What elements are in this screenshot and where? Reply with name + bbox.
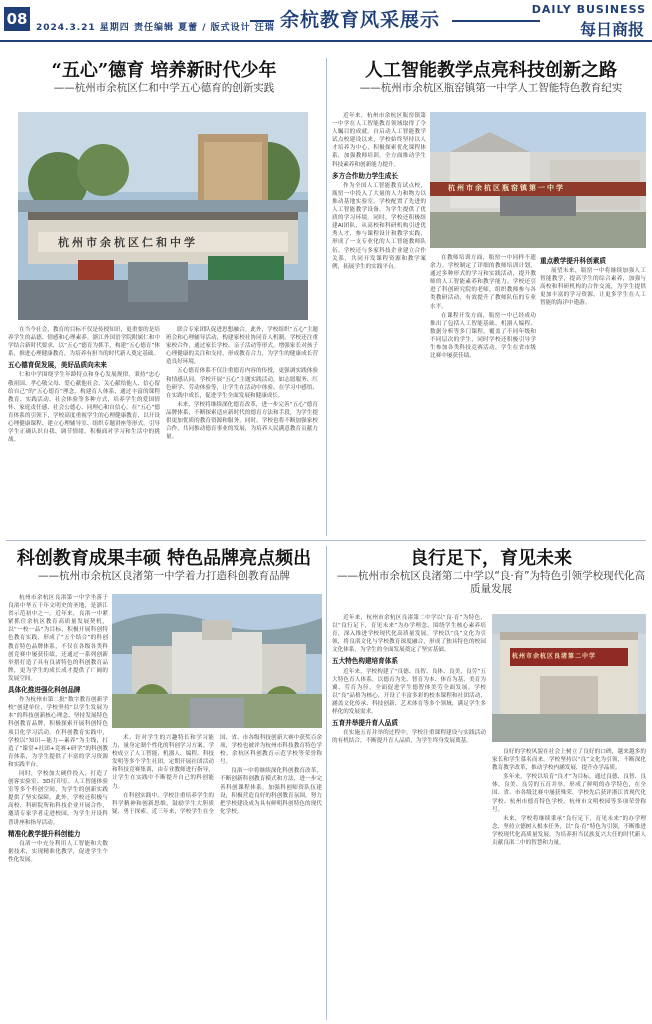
article2-para: 展望未来，瓶窑一中将继续加强人工智能教学，提高学生的综合素养，加强与高校和科研机构的合作交流，为学生提供更加丰富的学习资源，让更多学生在人工智能的海洋中遨游。 bbox=[540, 268, 646, 307]
article1-para: 未来，学校将继续深化德育改革，进一步完善“五心”德育品牌体系，不断探索适应新时代的德育方法和手段，为学生提供更加优质的教育资源和服务，同时，学校也将不断加强家校合作，共同推动德育事业的发展，为培养人民满意教育贡献力量。 bbox=[166, 401, 318, 441]
article3-subheading: 精准化教学提升科创能力 bbox=[8, 829, 81, 838]
article2-headline-block bbox=[332, 60, 650, 95]
article1-col2 bbox=[166, 326, 318, 538]
article4-para: 多年来，学校以培育“良才”为目标，通过良德、良智、良体、良美、良劳的五育并举，形成了鲜明的办学特色，在全国、省、市各级比赛中屡获殊荣。学校先后获评浙江省现代化学校、杭州市德育特色学校、杭州市文明校园等多项荣誉称号。 bbox=[492, 774, 646, 813]
article4-headline-block bbox=[332, 548, 650, 596]
page-header bbox=[0, 0, 652, 42]
date-line: 2024.3.21 星期四 责任编辑 夏蕾 / 版式设计 汪瑞 bbox=[36, 23, 275, 33]
article4-para: 近年来，杭州市余杭区良渚第二中学以“良·育”为特色，以“良行足下，育见未来”为办学理念，围绕学生核心素养培育，深入推进学校现代化高质量发展。学校以“良”文化为引领，将良渚文化与学校教育深度融合，形成了独具特色的校园文化体系，为学生的全面发展奠定了坚实基础。 bbox=[332, 615, 486, 654]
article4-subheading: 五育并举提升育人品质 bbox=[332, 719, 398, 728]
article4-para: 近年来，学校构建了“良德、良智、良体、良美、良劳”五大特色育人体系，以德育为先、智育为本、体育为基、美育为翼、劳育为径，全面促进学生德智体美劳全面发展。学校以“良”品格为核心，开设了丰富多彩的校本课程和社团活动，涵盖文化传承、科技创新、艺术体育等多个领域，满足学生多样化的发展需求。 bbox=[332, 668, 486, 716]
article4-subheading: 五大特色构建培育体系 bbox=[332, 657, 398, 666]
article1-photo bbox=[18, 112, 308, 320]
article3-headline: 科创教育成果丰硕 特色品牌亮点频出 bbox=[16, 548, 312, 569]
article2-para: 作为全国人工智能教育试点校，瓶窑一中投入了大量的人力和物力以推动基地实验室。学校配置了先进的人工智能教学设备，为学生提供了优质的学习环境。同时，学校还积极组建AI团队，从高校和科研机构引进优秀人才，参与课程设计和教学实践，形成了一支专业化的人工智能教师队伍。学校还与多家科技企业建立合作关系，共同开发课程资源和教学案例，拓展学生的实践平台。 bbox=[332, 182, 426, 270]
article3-para: 良渚一中充分利用人工智能和大数据技术，实现精准化教学，促进学生个性化发展。 bbox=[8, 840, 108, 863]
article4-col1 bbox=[332, 614, 486, 1020]
article2-para: 在教师培训方面，瓶窑一中同样不遗余力。学校制定了详细的教师培训计划，通过多种形式的学习和实践活动，提升教师的人工智能素养和教学能力。学校还引进了科创研究院的老师，组织教师参与各类教研活动，有效提升了教师队伍的专业水平。 bbox=[430, 255, 536, 310]
article2-para: 近年来，杭州市余杭区瓶窑镇第一中学在人工智能教育领域取得了令人瞩目的成就。自启动人工智能教学试点校建设以来，学校始终坚持以人才培养为中心，积极探索优化课程体系，加强教师培训，全方面推动学生科技素养和创新能力提升。 bbox=[332, 113, 426, 168]
article3-col1 bbox=[8, 594, 108, 1020]
article1-subheading: 五心德育促发展，美好品质向未来 bbox=[8, 361, 107, 370]
article3-para: 术、针对学生的兴趣特长和学习能力，量身定制个性化的科创学习方案。学校成立了人工智能、机器人、编程、科技发明等多个学生社团，定期开展社团活动和科技竞赛集训，由专业教师进行指导，让学生在实践中不断提升自己的科创能力。 bbox=[112, 735, 214, 790]
title-rule-right bbox=[452, 20, 540, 22]
article3-para: 同时，学校加大硬件投入，打造了创客实验室、3D打印室、人工智能体验室等多个科创空间，为学生的创新实践提供了坚实保障。此外，学校还积极与高校、科研院所和科技企业开展合作，邀请专家学者走进校园，为学生开设科普讲座和指导活动。 bbox=[8, 770, 108, 826]
article3-photo bbox=[112, 594, 322, 728]
article1-col1 bbox=[8, 326, 160, 538]
article2-photo bbox=[430, 112, 646, 248]
column-divider bbox=[326, 546, 327, 1020]
article4-headline: 良行足下，育见未来 bbox=[410, 548, 572, 569]
article3-col2 bbox=[112, 734, 322, 1020]
title-rule-left bbox=[250, 20, 274, 22]
article4-col2 bbox=[492, 748, 646, 1020]
section-title: 余杭教育风采展示 bbox=[280, 9, 441, 31]
article1-headline: “五心”德育 培养新时代少年 bbox=[51, 60, 277, 81]
article3-para: 良渚一中将继续深化科创教育改革，不断创新科创教育模式和方法，进一步完善科创课程体系，加强科创师资队伍建设，积极营造良好的科创教育氛围，努力把学校建设成为具有鲜明科创特色的现代化学校。 bbox=[220, 768, 322, 815]
article3-para: 作为杭州市第二批“数字教育创新学校”创建单位，学校坚持“以学生发展为本”的科技创新核心理念，坚持发展特色科创教育品牌，积极探索开展科创特色项目化学习活动。在科创教育实践中，学校以“知识—能力—素养”为主线，打造了“课堂+社团+竞赛+研学”的科创教育体系，为学生提供了丰富的学习资源和实践平台。 bbox=[8, 697, 108, 768]
article1-para: 五心德育体系不仅注重德育内容的传授，更强调实践体验和情感认同。学校开展“五心”主题实践活动，如志愿服务、红色研学、劳动体验等，让学生在活动中体验、在学习中感悟、在实践中成长，促进学生全面发展和健康成长。 bbox=[166, 368, 318, 399]
article1-subhead: ——杭州市余杭区仁和中学五心德育的创新实践 bbox=[53, 82, 275, 94]
article2-col1 bbox=[332, 112, 426, 536]
article2-para: 在课程开发方面，瓶窑一中已经成功推出了包括人工智能基础、机器人编程、数据分析等多门课程，覆盖了不同年级和不同层次的学生，同时学校还积极引导学生参加各类科技竞赛活动，学生在省市级比赛中屡获佳绩。 bbox=[430, 312, 536, 360]
article2-col2 bbox=[430, 254, 536, 536]
brand-logo-cn: 每日商报 bbox=[579, 20, 644, 39]
page-number: 08 bbox=[4, 7, 30, 31]
article3-para: 杭州市余杭区良渚第一中学坐落于良渚中华五千年文明史的圣地，是浙江省示范初中之一。近年来，良渚一中紧紧抓住余杭区教育高质量发展契机，以“一校一品”为目标，积极开展科创特色教育实践，形成了“五个结合”的科创教育特色品牌体系，不仅在各级各类科创竞赛中屡获佳绩，还通过一系列创新举措打造了具有良渚特色的科创教育品牌，更为学生的成长成才提供了广阔的发展空间。 bbox=[8, 595, 108, 682]
article2-subheading: 多方合作助力学生成长 bbox=[332, 171, 398, 180]
article3-headline-block bbox=[6, 548, 322, 583]
article4-para: 未来，学校将继续秉承“良行足下，育见未来”的办学理念，坚持立德树人根本任务，以“良·育”特色为引领，不断推进学校现代化高质量发展，为培养担当民族复兴大任的时代新人贡献良渚二中的智慧和力量。 bbox=[492, 815, 646, 847]
article2-school-sign: 杭州市余杭区瓶窑镇第一中学 bbox=[448, 183, 565, 192]
article1-school-sign: 杭州市余杭区仁和中学 bbox=[58, 236, 198, 249]
brand-en: DAILY BUSINESS bbox=[531, 3, 646, 16]
article1-para: 在当今社会，教育的目标不仅是传授知识，更重要的是培养学生的品德、情感和心理素养。浙江外国语学院附属仁和中学结合新时代要求，以“五心”德育为抓手，构建“五心德育”体系，推进心理健康教育，为培养有担当的时代新人奠定基础。 bbox=[8, 327, 160, 358]
column-divider bbox=[326, 58, 327, 536]
article4-para: 良好的学校风貌在社会上树立了良好的口碑，越来越多的家长和学生慕名而来。学校坚持以“良”文化为引领，不断深化教育教学改革，推动学校内涵发展，提升办学品质。 bbox=[492, 749, 646, 772]
article2-headline: 人工智能教学点亮科技创新之路 bbox=[365, 60, 617, 81]
section-divider bbox=[6, 540, 646, 541]
article3-para: 在科创实践中，学校注重培养学生的科学精神和创新思维，鼓励学生大胆质疑、勇于探索。近三年来，学校学生在全国、省、市各级科技创新大赛中获奖百余项，学校也被评为杭州市科技教育特色学校、余杭区科创教育示范学校等荣誉称号。 bbox=[112, 735, 322, 815]
article4-para: 在实施五育并举的过程中，学校注重课程建设与实践活动的有机结合，不断提升育人品质，为学生终身发展奠基。 bbox=[332, 730, 486, 745]
article1-para: 仁和中学围绕学生年龄特点和身心发展规律，秉持“忠心敬祖国、孝心敬父母、爱心献他社会、关心献给他人、信心留给自己”的“五心德育”理念，构建育人体系，通过丰富的课程教育、实践活动、社会体验等多种方式，培养学生的爱国情怀、家庭责任感、社会公德心、同理心和自信心。在“五心”德育体系的引领下，学校高度重视学生的心理健康教育，以开设心理健康课程、建立心理辅导室、组织专题讲座等形式，引导学生正确认识自我、调节情绪、积极面对学习和生活中的挑战。 bbox=[8, 372, 160, 444]
article4-school-sign: 杭州市余杭区良渚第二中学 bbox=[512, 653, 597, 660]
article3-subhead: ——杭州市余杭区良渚第一中学着力打造科创教育品牌 bbox=[38, 570, 290, 582]
article2-subheading: 重点教学提升科创素质 bbox=[540, 257, 606, 265]
article1-para: 联合专家团队促进思想融合。此外，学校组织“五心”主题班会和心理辅导活动，构建家校社协同育人机制。学校还注重家校合作，通过家长学校、亲子活动等形式，增强家长对孩子心理健康的关注和支持，形成教育合力，为学生的健康成长营造良好环境。 bbox=[166, 327, 318, 366]
article4-photo bbox=[492, 614, 646, 742]
article1-headline-block bbox=[6, 60, 322, 95]
article2-col3 bbox=[540, 254, 646, 536]
article2-subhead: ——杭州市余杭区瓶窑镇第一中学人工智能特色教育纪实 bbox=[359, 82, 623, 94]
article3-subheading: 具体化推进强化科创品牌 bbox=[8, 686, 81, 695]
article4-subhead: ——杭州市余杭区良渚第二中学以“良·育”为特色引领学校现代化高质量发展 bbox=[336, 570, 646, 595]
